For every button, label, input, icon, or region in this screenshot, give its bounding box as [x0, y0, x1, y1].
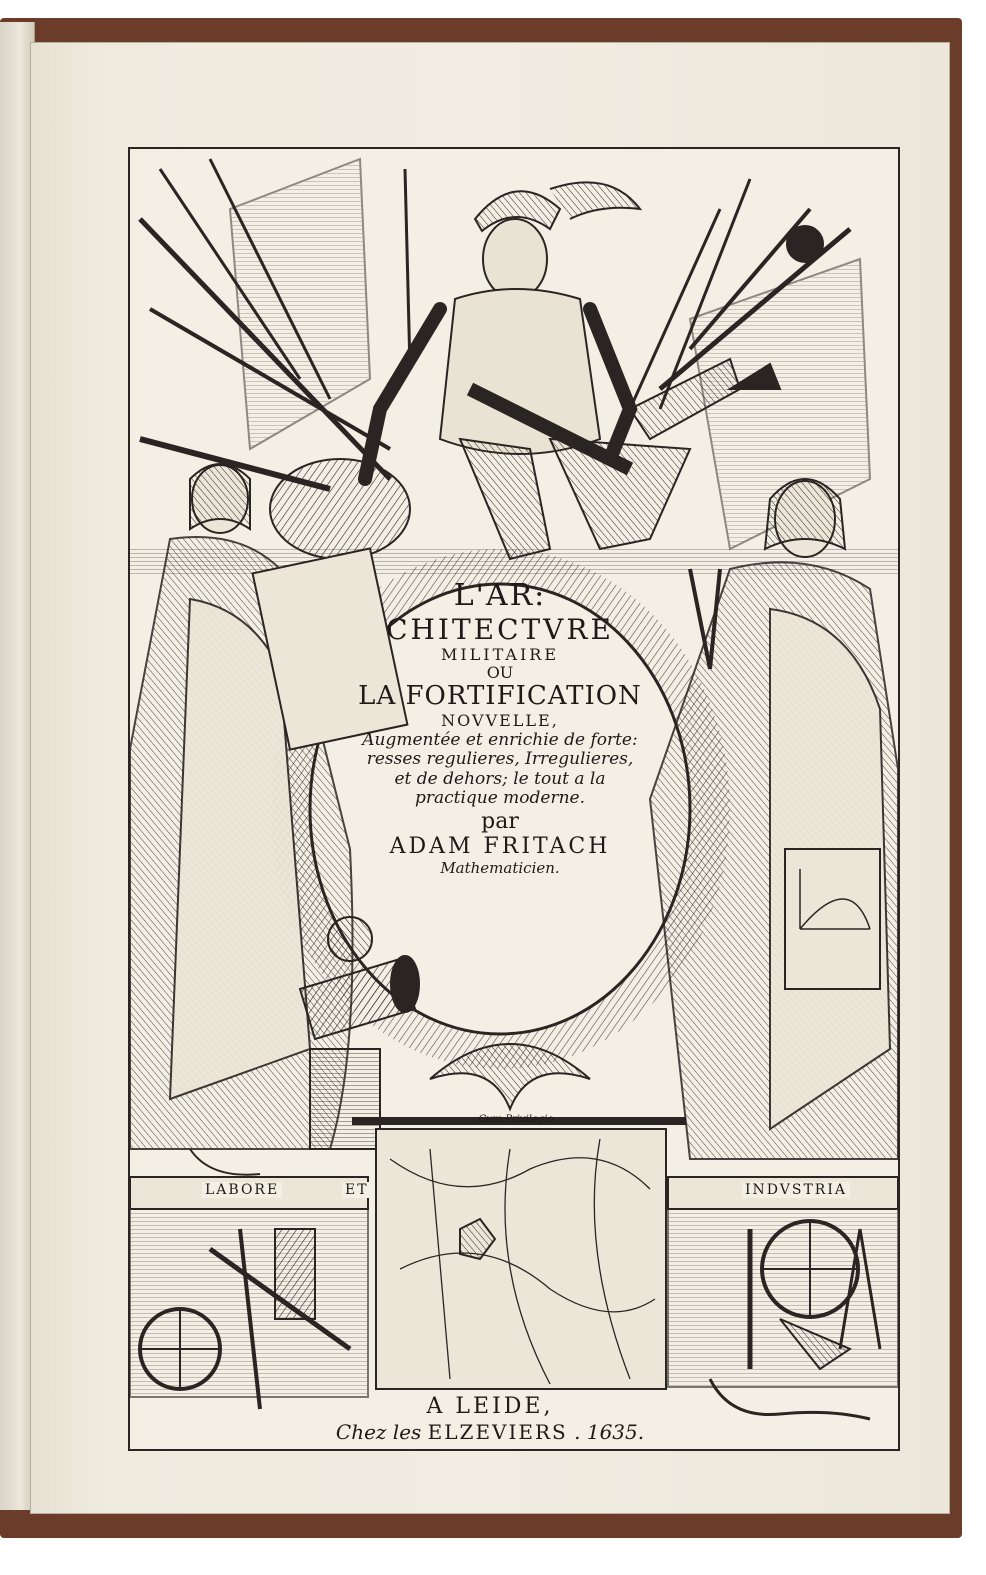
motto-middle: ET — [342, 1182, 372, 1198]
imprint-publisher: ELZEVIERS — [427, 1420, 568, 1445]
subtitle-line-1: Augmentée et enrichie de forte: — [362, 729, 638, 750]
siege-map — [352, 1121, 686, 1389]
subtitle-line-3: et de dehors; le tout a la — [394, 768, 606, 789]
imprint-year: . 1635. — [574, 1420, 645, 1445]
by-line: par — [481, 808, 519, 834]
shield — [270, 459, 410, 559]
imprint-city: A LEIDE, — [426, 1394, 554, 1419]
imprint — [280, 1394, 700, 1444]
title-line-2: CHITECTVRE — [386, 612, 614, 646]
title-block — [330, 579, 670, 877]
left-pedestal — [130, 1177, 368, 1409]
author-role: Mathematicien. — [440, 858, 560, 877]
industria-figure — [650, 479, 898, 1159]
motto-right: INDVSTRIA — [742, 1182, 850, 1198]
right-pedestal — [668, 1177, 898, 1387]
title-line-3: MILITAIRE — [440, 644, 560, 664]
privilege-label: Cum Privilegio — [478, 1114, 554, 1125]
subtitle-line-4: practique moderne. — [414, 788, 586, 809]
title-line-6: NOVVELLE, — [441, 711, 559, 731]
subtitle-line-2: resses regulieres, Irregulieres, — [366, 749, 634, 770]
motto-left: LABORE — [202, 1182, 282, 1198]
engraved-plate — [128, 147, 900, 1451]
title-page — [30, 42, 950, 1514]
imprint-publisher-line — [280, 1420, 700, 1444]
title-line-1: L'AR: — [453, 578, 547, 613]
author-name: ADAM FRITACH — [389, 834, 611, 860]
title-line-5: LA FORTIFICATION — [358, 681, 642, 712]
imprint-prefix: Chez les — [335, 1420, 422, 1445]
title-line-4: OU — [486, 663, 514, 683]
